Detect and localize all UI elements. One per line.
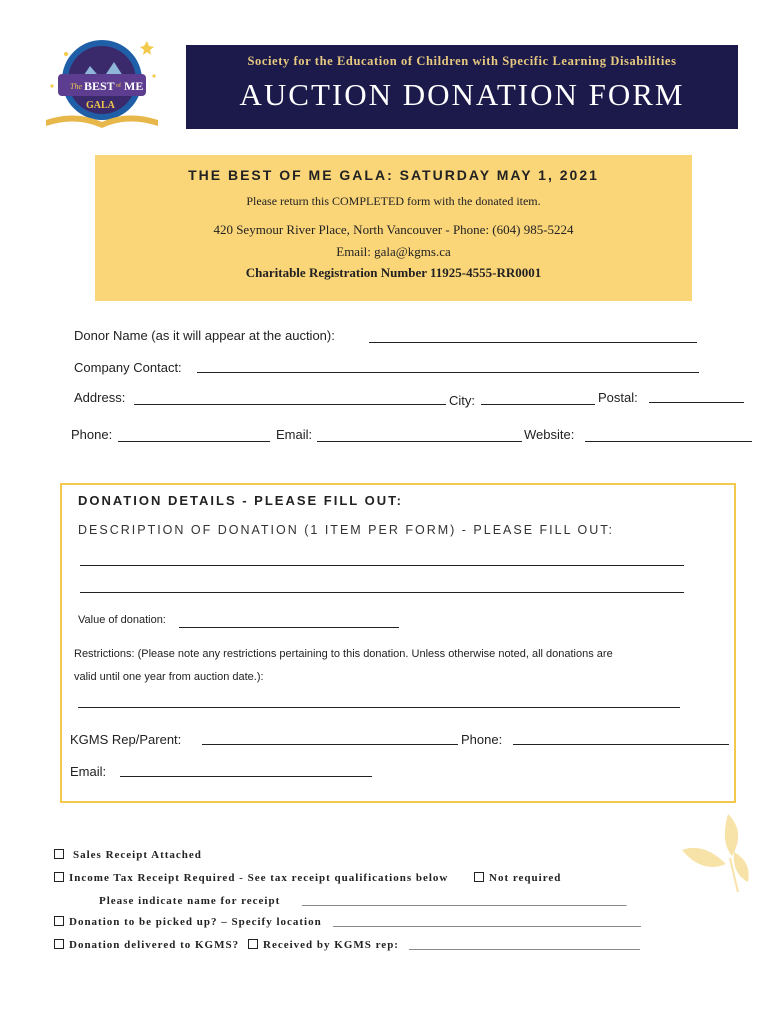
address-label: Address: <box>74 390 126 405</box>
rep-email-field[interactable] <box>120 776 372 777</box>
leaf-decoration-icon <box>676 812 752 894</box>
kgms-rep-label: KGMS Rep/Parent: <box>70 732 182 747</box>
rep-phone-label: Phone: <box>461 732 503 747</box>
phone-field[interactable] <box>118 441 270 442</box>
income-tax-checkbox[interactable] <box>54 872 64 882</box>
phone-label: Phone: <box>71 427 113 442</box>
description-line-1[interactable] <box>80 565 684 566</box>
sales-receipt-label: Sales Receipt Attached <box>73 849 202 861</box>
form-title: AUCTION DONATION FORM <box>239 77 685 112</box>
pickup-item[interactable] <box>54 916 322 928</box>
restrictions-field[interactable] <box>78 707 680 708</box>
restrictions-line-2: valid until one year from auction date.): <box>74 671 264 683</box>
return-note: Please return this COMPLETED form with the donated item. <box>246 194 541 208</box>
delivered-label: Donation delivered to KGMS? <box>69 939 240 951</box>
website-field[interactable] <box>585 441 752 442</box>
pickup-location-field[interactable]: ________________________________________________________ <box>333 916 641 928</box>
city-field[interactable] <box>481 404 595 405</box>
not-required-label: Not required <box>489 872 562 884</box>
receipt-name-field[interactable]: ___________________________________________________________ <box>302 895 627 907</box>
rep-email-label: Email: <box>70 764 107 779</box>
received-item[interactable] <box>248 939 399 951</box>
website-label: Website: <box>524 427 575 442</box>
email-field[interactable] <box>317 441 522 442</box>
received-label: Received by KGMS rep: <box>263 939 399 951</box>
logo-me: ME <box>124 79 144 93</box>
rep-phone-field[interactable] <box>513 744 729 745</box>
donor-name-field[interactable] <box>369 342 697 343</box>
kgms-rep-field[interactable] <box>202 744 458 745</box>
not-required-checkbox[interactable] <box>474 872 484 882</box>
indicate-name-label: Please indicate name for receipt <box>99 895 281 907</box>
charity-number: Charitable Registration Number 11925-4555-RR0001 <box>245 265 542 280</box>
pickup-label: Donation to be picked up? – Specify location <box>69 916 322 928</box>
society-name: Society for the Education of Children with Specific Learning Disabilities <box>247 54 677 68</box>
postal-field[interactable] <box>649 402 744 403</box>
donor-name-label: Donor Name (as it will appear at the auction): <box>74 328 335 343</box>
logo-gala: GALA <box>86 100 115 111</box>
income-tax-item[interactable] <box>54 872 448 884</box>
description-line-2[interactable] <box>80 592 684 593</box>
description-heading: DESCRIPTION OF DONATION (1 ITEM PER FORM) - PLEASE FILL OUT: <box>78 523 615 537</box>
company-contact-field[interactable] <box>197 372 699 373</box>
sales-receipt-item[interactable] <box>54 849 202 861</box>
event-address: 420 Seymour River Place, North Vancouver - Phone: (604) 985-5224 <box>213 222 574 237</box>
event-title: THE BEST OF ME GALA: SATURDAY MAY 1, 2021 <box>188 167 599 183</box>
gala-logo <box>40 36 164 136</box>
logo-best: BEST <box>84 79 115 93</box>
not-required-item[interactable] <box>474 872 561 884</box>
city-label: City: <box>449 393 475 408</box>
income-tax-label: Income Tax Receipt Required - See tax receipt qualifications below <box>69 872 449 884</box>
header-banner <box>186 45 738 129</box>
company-contact-label: Company Contact: <box>74 360 182 375</box>
email-label: Email: <box>276 427 313 442</box>
pickup-checkbox[interactable] <box>54 916 64 926</box>
value-label: Value of donation: <box>78 614 166 626</box>
address-field[interactable] <box>134 404 446 405</box>
donation-details-title: DONATION DETAILS - PLEASE FILL OUT: <box>78 493 403 508</box>
donation-details-box <box>60 483 736 803</box>
postal-label: Postal: <box>598 390 638 405</box>
delivered-item[interactable] <box>54 939 239 951</box>
event-info-box <box>95 155 692 301</box>
received-rep-field[interactable]: __________________________________________ <box>409 939 640 951</box>
logo-the: The <box>70 82 82 91</box>
sales-receipt-checkbox[interactable] <box>54 849 64 859</box>
received-checkbox[interactable] <box>248 939 258 949</box>
delivered-checkbox[interactable] <box>54 939 64 949</box>
restrictions-line-1: Restrictions: (Please note any restrictions pertaining to this donation. Unless otherwise noted, all donations are <box>74 648 613 660</box>
logo-of: of <box>116 83 121 89</box>
value-field[interactable] <box>179 627 399 628</box>
event-email: Email: gala@kgms.ca <box>336 244 451 259</box>
